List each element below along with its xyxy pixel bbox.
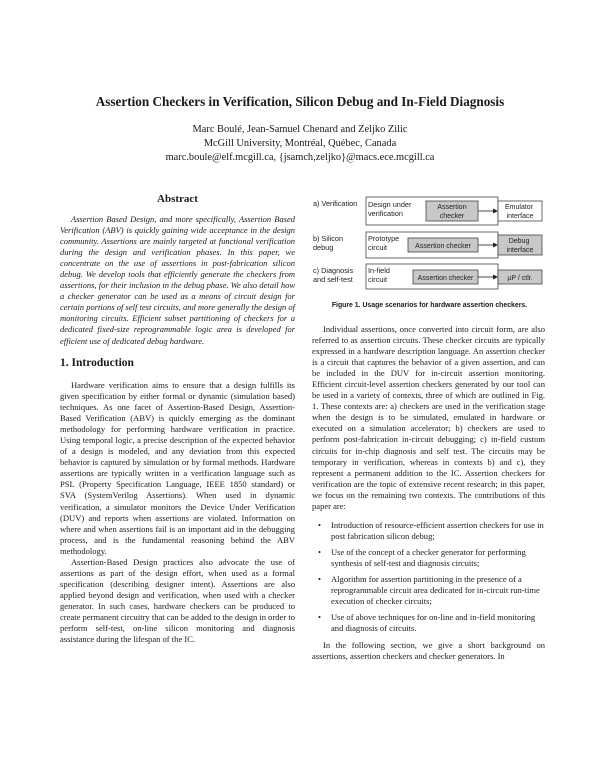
bullet-icon: • (318, 546, 321, 557)
paper-title: Assertion Checkers in Verification, Silicon Debug and In-Field Diagnosis (95, 94, 505, 109)
figure-1-caption: Figure 1. Usage scenarios for hardware assertion checkers. (331, 302, 528, 309)
introduction-section (60, 357, 295, 645)
intro-paragraph-1: Hardware verification aims to ensure that a design fulfills its given specification by either formal or dynamic (simulation based) techniques. As one facet of Assertion-Based Design, Assertion-Based Verification (ABV) is quickly emerging as the dominant methodology for performing hardware verification in practice. Using temporal logic, a precise description of the expected behavior of a design is modeled, and any deviation from this expected behavior is captured by simulation or by formal methods. Hardware assertions are typically written in a verification language such as PSL (Property Specification Language, IEEE 1850 standard) or SVA (SystemVerilog Assertions). When used in dynamic verification, a simulator monitors the Device Under Verification (DUV) and reports when assertions are violated. Information on where and when assertions fail is an important aid in the debugging process, and is the fundamental reasoning behind the ABV methodology. (60, 380, 295, 556)
row-c-context: In-field circuit (368, 266, 390, 284)
intro-paragraph-2: Assertion-Based Design practices also advocate the use of assertions as part of the design effort, when used as a formal specification (describing designer intent). Assertions are also applied beyond design and verification, when used with a checker generator. In such cases, hardware checkers can be produced to create permanent circuitry that can be added to the design in order to perform self-test, on-line silicon monitoring and diagnosis assistance during the lifespan of the IC. (60, 556, 295, 645)
list-item: • Use of the concept of a checker generator for performing synthesis of self-test and diagnosis circuits; (318, 546, 526, 568)
row-a-arrowhead (493, 209, 498, 214)
row-a-label: a) Verification (313, 199, 358, 208)
contributions-list (312, 520, 545, 634)
row-c-target: µP / ctlr. (507, 275, 533, 282)
row-b-checker: Assertion checker (415, 243, 471, 250)
right-paragraph-2: In the following section, we give a short background on assertions, assertion checkers and checker generators. In (312, 640, 545, 662)
right-paragraph-1: Individual assertions, once converted into circuit form, are also referred to as assertion circuits. These checker circuits are typically expressed in a hardware description language. An assertion checker is a circuit that captures the behavior of a given assertion, and can be included in the DUV for in-circuit assertion monitoring. Efficient circuit-level assertion checkers generated by our tool can be used in a variety of contexts, three of which are outlined in Fig. 1. These contexts are: a) checkers are used in the verification stage when the design is to be simulated, emulated in hardware or executed on a simulation accelerator; b) checkers are used to perform post-fabrication in-circuit debugging; c) in-field custom circuits for in-chip diagnosis and self test. The circuits may be temporary in verification, whereas in contexts b) and c), they represent a permanent addition to the IC. Assertion checkers for verification are the topic of extensive recent research; in this paper, we focus on the remaining two contexts. The contributions of this paper are: (312, 324, 545, 511)
list-item: • Algorithm for assertion partitioning in the presence of a reprogrammable circuit area dedicated for in-circuit run-time execution of checker circuits; (318, 573, 540, 607)
row-c-arrowhead (493, 275, 498, 280)
row-c-checker: Assertion checker (417, 275, 474, 282)
abstract-section (60, 193, 295, 347)
bullet-icon: • (318, 573, 321, 584)
row-b-label: b) Silicon debug (313, 234, 344, 252)
introduction-heading: 1. Introduction (60, 357, 134, 369)
row-a-context: Design under verification (368, 200, 412, 218)
list-item: • Introduction of resource-efficient assertion checkers for use in post fabrication silicon debug; (318, 519, 544, 541)
row-b-context: Prototype circuit (368, 234, 400, 252)
right-column-text (312, 324, 545, 662)
abstract-heading: Abstract (157, 193, 198, 205)
row-a-target: Emulator interface (505, 204, 534, 220)
authors: Marc Boulé, Jean-Samuel Chenard and Zeljko Zilic (192, 124, 408, 135)
row-a-checker: Assertion checker (437, 204, 467, 220)
bullet-icon: • (318, 519, 321, 530)
affiliation: McGill University, Montréal, Québec, Canada (203, 138, 397, 149)
bullet-icon: • (318, 612, 321, 623)
list-item: • Use of above techniques for on-line and in-field monitoring and diagnosis of circuits. (318, 612, 536, 634)
figure-1 (312, 194, 545, 291)
abstract-text: Assertion Based Design, and more specifically, Assertion Based Verification (ABV) is quickly gaining wide acceptance in the design community. Assertions are mainly targeted at functional verification during the design and verification phases. In this paper, we concentrate on the use of assertions in post-fabrication silicon debug. We develop tools that efficiently generate the checkers from assertions, for their inclusion in the debug phase. We also detail how a checker generator can be used as a means of circuit design for certain portions of self test circuits, and more generally the design of monitoring circuits. Efficient subset partitioning of checkers for a dedicated fixed-size reprogrammable logic area is developed for efficient use of dedicated debug hardware. (60, 214, 295, 346)
row-b-target: Debug interface (506, 238, 534, 254)
figure-1-diagram (312, 194, 545, 291)
row-c-label: c) Diagnosis and self-test (313, 266, 354, 284)
emails: marc.boule@elf.mcgill.ca, {jsamch,zeljko}@macs.ece.mcgill.ca (165, 152, 435, 163)
row-b-arrowhead (493, 243, 498, 248)
